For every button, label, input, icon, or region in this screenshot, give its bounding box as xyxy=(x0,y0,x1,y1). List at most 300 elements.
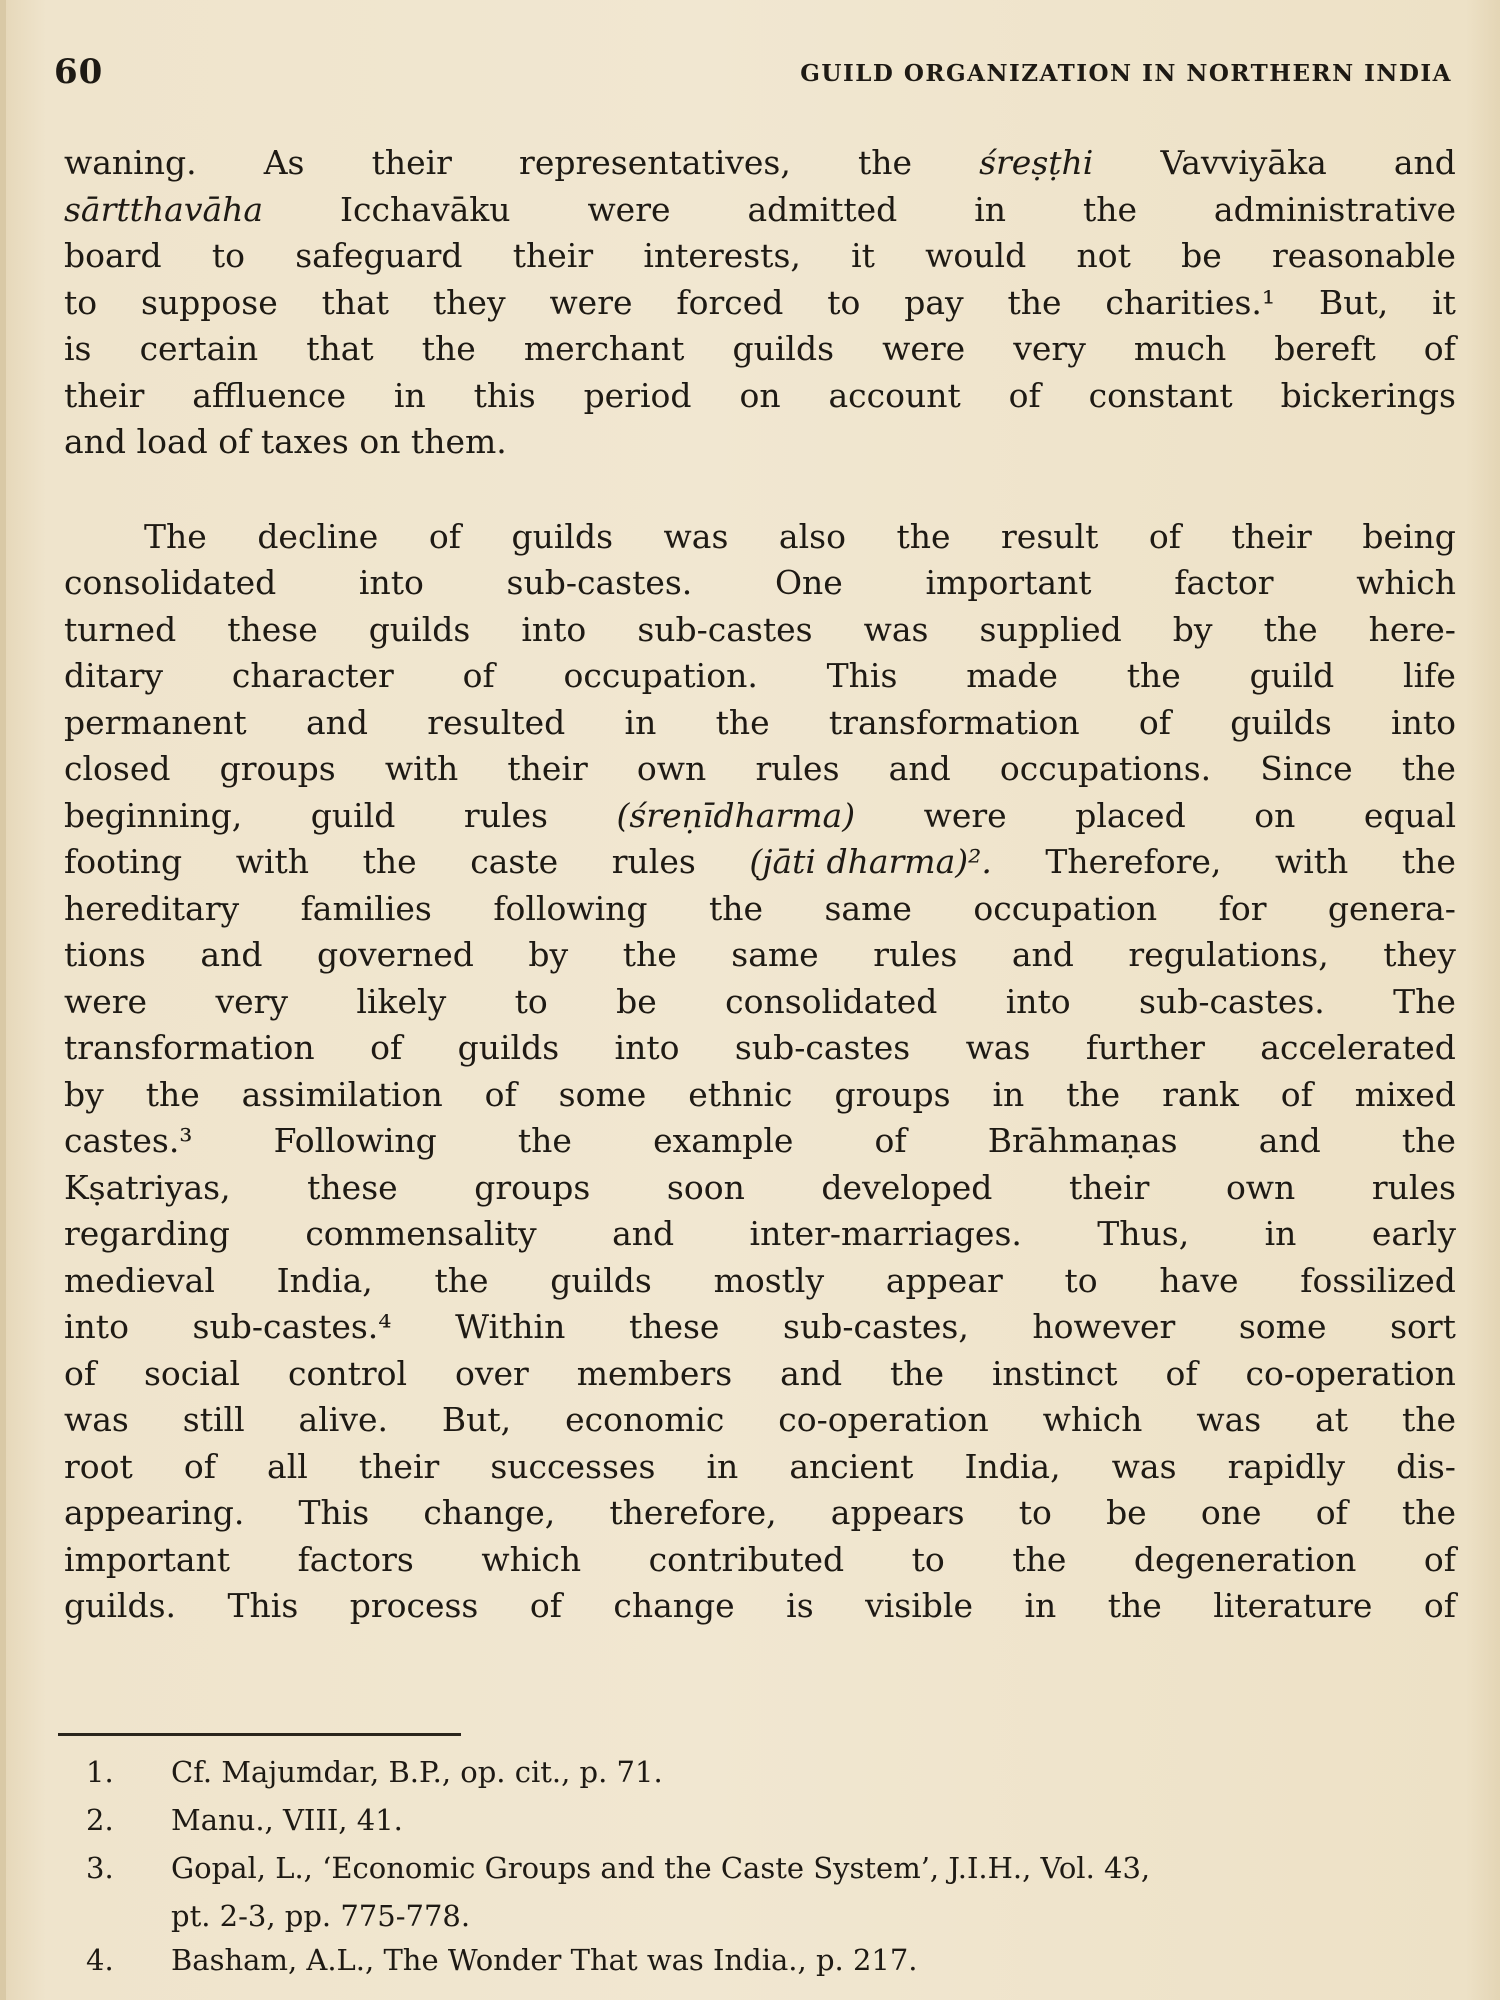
word: inter-marriages. xyxy=(749,1214,1022,1253)
word: guilds xyxy=(732,329,834,368)
word: closed xyxy=(64,749,171,788)
word: much xyxy=(1133,329,1227,368)
word: of xyxy=(484,1074,517,1114)
word: governed xyxy=(317,935,474,974)
text-line xyxy=(64,932,1456,979)
text-line xyxy=(64,1304,1456,1351)
text-line xyxy=(64,1351,1456,1398)
running-head: GUILD ORGANIZATION IN NORTHERN INDIA xyxy=(800,60,1452,87)
word: the xyxy=(622,935,677,974)
word: Vavviyāka xyxy=(1160,143,1327,182)
word: assimilation xyxy=(241,1074,443,1114)
word: very xyxy=(215,981,289,1021)
word: the xyxy=(890,1353,945,1393)
word: root xyxy=(64,1446,133,1486)
word: change, xyxy=(423,1493,556,1532)
word: of xyxy=(529,1586,562,1625)
word: the xyxy=(1012,1539,1067,1579)
word: (śreṇīdharma) xyxy=(616,795,856,835)
word: sub-castes.⁴ xyxy=(192,1307,392,1346)
word: tions xyxy=(64,935,146,974)
word: the xyxy=(1082,189,1137,229)
word: instinct xyxy=(992,1353,1118,1393)
word: rules xyxy=(1371,1167,1456,1207)
word: and load of taxes on them. xyxy=(64,422,507,461)
word: guilds xyxy=(511,516,614,556)
word: of xyxy=(1008,375,1041,415)
word: certain xyxy=(139,329,259,368)
word: waning. xyxy=(64,143,197,182)
text-line xyxy=(64,1444,1456,1491)
word: be xyxy=(1106,1493,1147,1532)
word: change xyxy=(613,1586,735,1625)
footnote-text: Basham, A.L., The Wonder That was India., p. 217. xyxy=(171,1943,918,1977)
word: appear xyxy=(885,1260,1003,1300)
word: which xyxy=(481,1539,582,1579)
word: families xyxy=(300,888,432,928)
word: further xyxy=(1085,1028,1205,1067)
word: and xyxy=(612,1214,675,1253)
footnote-4 xyxy=(76,1938,1456,1982)
word: sub-castes. xyxy=(1139,981,1325,1021)
word: bereft xyxy=(1274,329,1376,368)
word: visible xyxy=(865,1586,974,1625)
word: the xyxy=(1066,1074,1121,1114)
word: decline xyxy=(257,516,379,556)
word: period xyxy=(583,375,692,415)
page-number: 60 xyxy=(54,52,104,92)
word: ancient xyxy=(789,1446,914,1486)
word: however xyxy=(1032,1307,1176,1346)
word: guilds xyxy=(1230,702,1332,742)
word: they xyxy=(1383,935,1456,974)
word: to xyxy=(514,981,548,1021)
word: and xyxy=(1393,143,1456,182)
word: they xyxy=(432,282,506,322)
word: was xyxy=(965,1028,1031,1067)
footnote-number: 1. xyxy=(86,1755,114,1789)
word: life xyxy=(1403,656,1456,695)
text-line xyxy=(64,233,1456,280)
text-line xyxy=(64,979,1456,1026)
word: at xyxy=(1315,1400,1349,1439)
word: But, xyxy=(441,1400,512,1439)
word: the xyxy=(1401,749,1456,788)
paragraph-2 xyxy=(64,514,1456,1630)
text-line xyxy=(64,1397,1456,1444)
text-line xyxy=(64,1583,1456,1630)
word: with xyxy=(235,842,310,881)
word: guilds xyxy=(368,609,471,649)
word: guilds. xyxy=(64,1586,177,1625)
footnote-1 xyxy=(76,1750,1456,1794)
word: own xyxy=(1225,1167,1296,1207)
body-text xyxy=(64,140,1456,1630)
word: process xyxy=(349,1586,479,1625)
word: in xyxy=(974,189,1007,229)
word: rules xyxy=(463,795,548,835)
word: all xyxy=(267,1446,308,1486)
word: interests, xyxy=(643,236,801,275)
text-line xyxy=(64,1258,1456,1305)
word: same xyxy=(731,935,819,974)
word: (jāti dharma)². xyxy=(749,842,992,881)
word: consolidated xyxy=(64,563,277,602)
word: account xyxy=(828,375,961,415)
word: these xyxy=(307,1167,398,1207)
word: by xyxy=(1172,609,1213,649)
word: made xyxy=(966,656,1058,695)
word: control xyxy=(287,1353,408,1393)
word: same xyxy=(824,888,912,928)
word: But, xyxy=(1318,282,1389,322)
word: guilds xyxy=(457,1028,560,1067)
text-line xyxy=(64,419,1456,466)
word: to xyxy=(1018,1493,1052,1532)
word: the xyxy=(857,143,912,182)
word: accelerated xyxy=(1260,1028,1456,1067)
word: is xyxy=(786,1586,814,1625)
word: factor xyxy=(1174,563,1274,602)
word: of xyxy=(462,656,495,695)
word: their xyxy=(1069,1167,1150,1207)
word: by xyxy=(64,1074,104,1114)
word: turned xyxy=(64,609,177,649)
word: into xyxy=(1391,702,1456,742)
word: to xyxy=(1064,1260,1098,1300)
word: mixed xyxy=(1354,1074,1456,1114)
word: were xyxy=(64,981,148,1021)
word: successes xyxy=(490,1446,656,1486)
word: sub-castes xyxy=(734,1028,911,1067)
word: śreṣṭhi xyxy=(979,143,1094,182)
word: groups xyxy=(474,1167,591,1207)
text-line xyxy=(64,700,1456,747)
word: genera- xyxy=(1327,888,1456,928)
page-header xyxy=(54,52,1452,102)
word: rules xyxy=(873,935,958,974)
word: therefore, xyxy=(609,1493,777,1532)
word: of xyxy=(1315,1493,1348,1532)
word: in xyxy=(1024,1586,1057,1625)
text-line xyxy=(64,1211,1456,1258)
word: of xyxy=(874,1121,907,1160)
word: sub-castes xyxy=(637,609,813,649)
word: transformation xyxy=(64,1028,315,1067)
word: reasonable xyxy=(1271,236,1456,275)
word: hereditary xyxy=(64,888,240,928)
word: mostly xyxy=(713,1260,825,1300)
text-line xyxy=(64,514,1456,561)
word: One xyxy=(774,563,843,602)
word: the xyxy=(145,1074,200,1114)
word: merchant xyxy=(523,329,685,368)
word: own xyxy=(636,749,707,788)
word: not xyxy=(1076,236,1131,275)
word: that xyxy=(306,329,374,368)
word: which xyxy=(1356,563,1456,602)
word: of xyxy=(1423,1586,1456,1625)
word: the xyxy=(709,888,764,928)
word: guilds xyxy=(550,1260,652,1300)
word: resulted xyxy=(427,702,566,742)
word: footing xyxy=(64,842,183,881)
word: was xyxy=(663,516,729,556)
word: some xyxy=(558,1074,647,1114)
word: the xyxy=(1401,1493,1456,1532)
word: the xyxy=(1107,1586,1162,1625)
word: important xyxy=(64,1539,231,1579)
word: Therefore, xyxy=(1045,842,1222,881)
word: Following xyxy=(273,1121,437,1160)
word: with xyxy=(384,749,459,788)
text-line xyxy=(64,140,1456,187)
word: their xyxy=(512,236,594,275)
word: developed xyxy=(821,1167,993,1207)
word: The xyxy=(1393,981,1456,1021)
text-line xyxy=(64,886,1456,933)
word: and xyxy=(1258,1121,1321,1160)
text-line xyxy=(64,1072,1456,1119)
word: was xyxy=(863,609,929,649)
word: in xyxy=(706,1446,739,1486)
word: co-operation xyxy=(1245,1353,1456,1393)
word: of xyxy=(428,516,461,556)
word: their xyxy=(507,749,588,788)
word: to xyxy=(64,282,98,322)
word: these xyxy=(628,1307,720,1346)
word: beginning, xyxy=(64,795,243,835)
word: safeguard xyxy=(295,236,463,275)
word: one xyxy=(1200,1493,1262,1532)
word: to xyxy=(911,1539,945,1579)
word: ethnic xyxy=(688,1074,793,1114)
word: the xyxy=(421,329,476,368)
word: the xyxy=(1263,609,1318,649)
text-line xyxy=(64,653,1456,700)
word: into xyxy=(614,1028,680,1067)
word: into xyxy=(358,563,424,602)
text-line xyxy=(64,793,1456,840)
word: the xyxy=(1401,1400,1456,1439)
word: administrative xyxy=(1213,189,1456,229)
word: likely xyxy=(356,981,447,1021)
footnote-number: 4. xyxy=(86,1943,114,1977)
footnote-text: Manu., VIII, 41. xyxy=(171,1803,403,1837)
word: it xyxy=(851,236,875,275)
word: here- xyxy=(1368,609,1456,649)
word: appearing. xyxy=(64,1493,245,1532)
word: the xyxy=(362,842,417,881)
text-line xyxy=(64,1537,1456,1584)
word: occupations. xyxy=(999,749,1212,788)
word: sārtthavāha xyxy=(64,189,264,229)
word: forced xyxy=(676,282,784,322)
word: This xyxy=(227,1586,299,1625)
word: were xyxy=(549,282,633,322)
word: be xyxy=(1181,236,1222,275)
word: result xyxy=(1001,516,1099,556)
text-line xyxy=(64,1490,1456,1537)
word: the xyxy=(1401,842,1456,881)
word: it xyxy=(1432,282,1456,322)
word: appears xyxy=(830,1493,965,1532)
word: medieval xyxy=(64,1260,215,1300)
word: pay xyxy=(904,282,964,322)
word: suppose xyxy=(140,282,278,322)
word: This xyxy=(298,1493,370,1532)
word: in xyxy=(393,375,426,415)
word: that xyxy=(321,282,390,322)
text-line xyxy=(64,607,1456,654)
word: and xyxy=(888,749,951,788)
word: placed xyxy=(1075,795,1186,835)
word: co-operation xyxy=(778,1400,989,1439)
word: with xyxy=(1274,842,1349,881)
word: into xyxy=(1005,981,1071,1021)
word: factors xyxy=(297,1539,414,1579)
footnote-number: 2. xyxy=(86,1803,114,1837)
word: to xyxy=(211,236,245,275)
word: was xyxy=(1111,1446,1177,1486)
word: rules xyxy=(755,749,840,788)
word: this xyxy=(473,375,536,415)
footnote-text: Cf. Majumdar, B.P., op. cit., p. 71. xyxy=(171,1755,663,1789)
text-line xyxy=(64,1025,1456,1072)
word: and xyxy=(200,935,263,974)
word: the xyxy=(1007,282,1062,322)
word: still xyxy=(182,1400,245,1439)
word: members xyxy=(576,1353,733,1393)
word: and xyxy=(1011,935,1074,974)
word: permanent xyxy=(64,702,247,742)
word: some xyxy=(1238,1307,1327,1346)
word: of xyxy=(1423,329,1456,368)
word: social xyxy=(144,1353,241,1393)
footnote-2 xyxy=(76,1798,1456,1842)
word: board xyxy=(64,236,162,275)
word: the xyxy=(517,1121,572,1160)
word: occupation xyxy=(973,888,1158,928)
word: character xyxy=(231,656,394,695)
word: charities.¹ xyxy=(1105,282,1276,322)
word: is xyxy=(64,329,92,368)
word: on xyxy=(739,375,781,415)
word: were xyxy=(587,189,671,229)
word: constant xyxy=(1088,375,1233,415)
word: of xyxy=(1165,1353,1198,1393)
word: also xyxy=(778,516,846,556)
word: groups xyxy=(219,749,336,788)
word: occupation. xyxy=(563,656,758,695)
word: Kṣatriyas, xyxy=(64,1167,231,1207)
word: rules xyxy=(611,842,696,881)
word: important xyxy=(925,563,1092,602)
word: would xyxy=(925,236,1027,275)
word: of xyxy=(1423,1539,1456,1579)
word: commensality xyxy=(305,1214,537,1253)
word: bickerings xyxy=(1280,375,1456,415)
word: their xyxy=(1231,516,1312,556)
word: India, xyxy=(276,1260,373,1300)
word: into xyxy=(64,1307,129,1346)
word: literature xyxy=(1213,1586,1373,1625)
word: dis- xyxy=(1396,1446,1456,1486)
word: of xyxy=(1148,516,1181,556)
word: groups xyxy=(834,1074,951,1114)
word: India, xyxy=(964,1446,1061,1486)
word: contributed xyxy=(648,1539,845,1579)
text-line xyxy=(64,839,1456,886)
word: Brāhmaṇas xyxy=(987,1121,1178,1160)
text-line xyxy=(64,326,1456,373)
word: which xyxy=(1042,1400,1143,1439)
word: As xyxy=(263,143,305,182)
footnote-divider xyxy=(58,1733,461,1736)
word: into xyxy=(521,609,587,649)
text-line xyxy=(64,1118,1456,1165)
word: sub-castes. xyxy=(506,563,693,602)
word: over xyxy=(454,1353,529,1393)
word: were xyxy=(923,795,1007,835)
word: The xyxy=(144,516,207,556)
word: were xyxy=(882,329,966,368)
word: sub-castes, xyxy=(783,1307,969,1346)
word: in xyxy=(624,702,657,742)
word: these xyxy=(227,609,318,649)
paragraph-1 xyxy=(64,140,1456,466)
footnote-3 xyxy=(76,1846,1456,1890)
word: fossilized xyxy=(1300,1260,1456,1300)
word: of xyxy=(183,1446,216,1486)
word: the xyxy=(715,702,770,742)
text-line xyxy=(64,373,1456,420)
word: by xyxy=(528,935,569,974)
word: equal xyxy=(1363,795,1456,835)
footnote-3-continuation: pt. 2-3, pp. 775-778. xyxy=(171,1899,471,1933)
word: their xyxy=(64,375,145,415)
word: following xyxy=(493,888,648,928)
word: guild xyxy=(310,795,396,835)
word: was xyxy=(1196,1400,1262,1439)
word: caste xyxy=(470,842,559,881)
word: Within xyxy=(455,1307,566,1346)
word: Icchavāku xyxy=(340,189,511,229)
word: being xyxy=(1362,516,1456,556)
word: was xyxy=(64,1400,129,1439)
word: of xyxy=(370,1028,403,1067)
word: the xyxy=(434,1260,489,1300)
word: the xyxy=(1126,656,1181,695)
word: and xyxy=(305,702,369,742)
word: of xyxy=(1280,1074,1313,1114)
word: the xyxy=(896,516,951,556)
word: degeneration xyxy=(1133,1539,1357,1579)
word: regarding xyxy=(64,1214,230,1253)
word: of xyxy=(64,1353,97,1393)
word: be xyxy=(616,981,657,1021)
word: example xyxy=(653,1121,794,1160)
word: for xyxy=(1218,888,1267,928)
word: alive. xyxy=(298,1400,388,1439)
word: economic xyxy=(565,1400,725,1439)
word: castes.³ xyxy=(64,1121,193,1160)
word: rank xyxy=(1162,1074,1239,1114)
word: have xyxy=(1159,1260,1239,1300)
word: their xyxy=(371,143,452,182)
word: sort xyxy=(1390,1307,1456,1346)
word: very xyxy=(1013,329,1086,368)
